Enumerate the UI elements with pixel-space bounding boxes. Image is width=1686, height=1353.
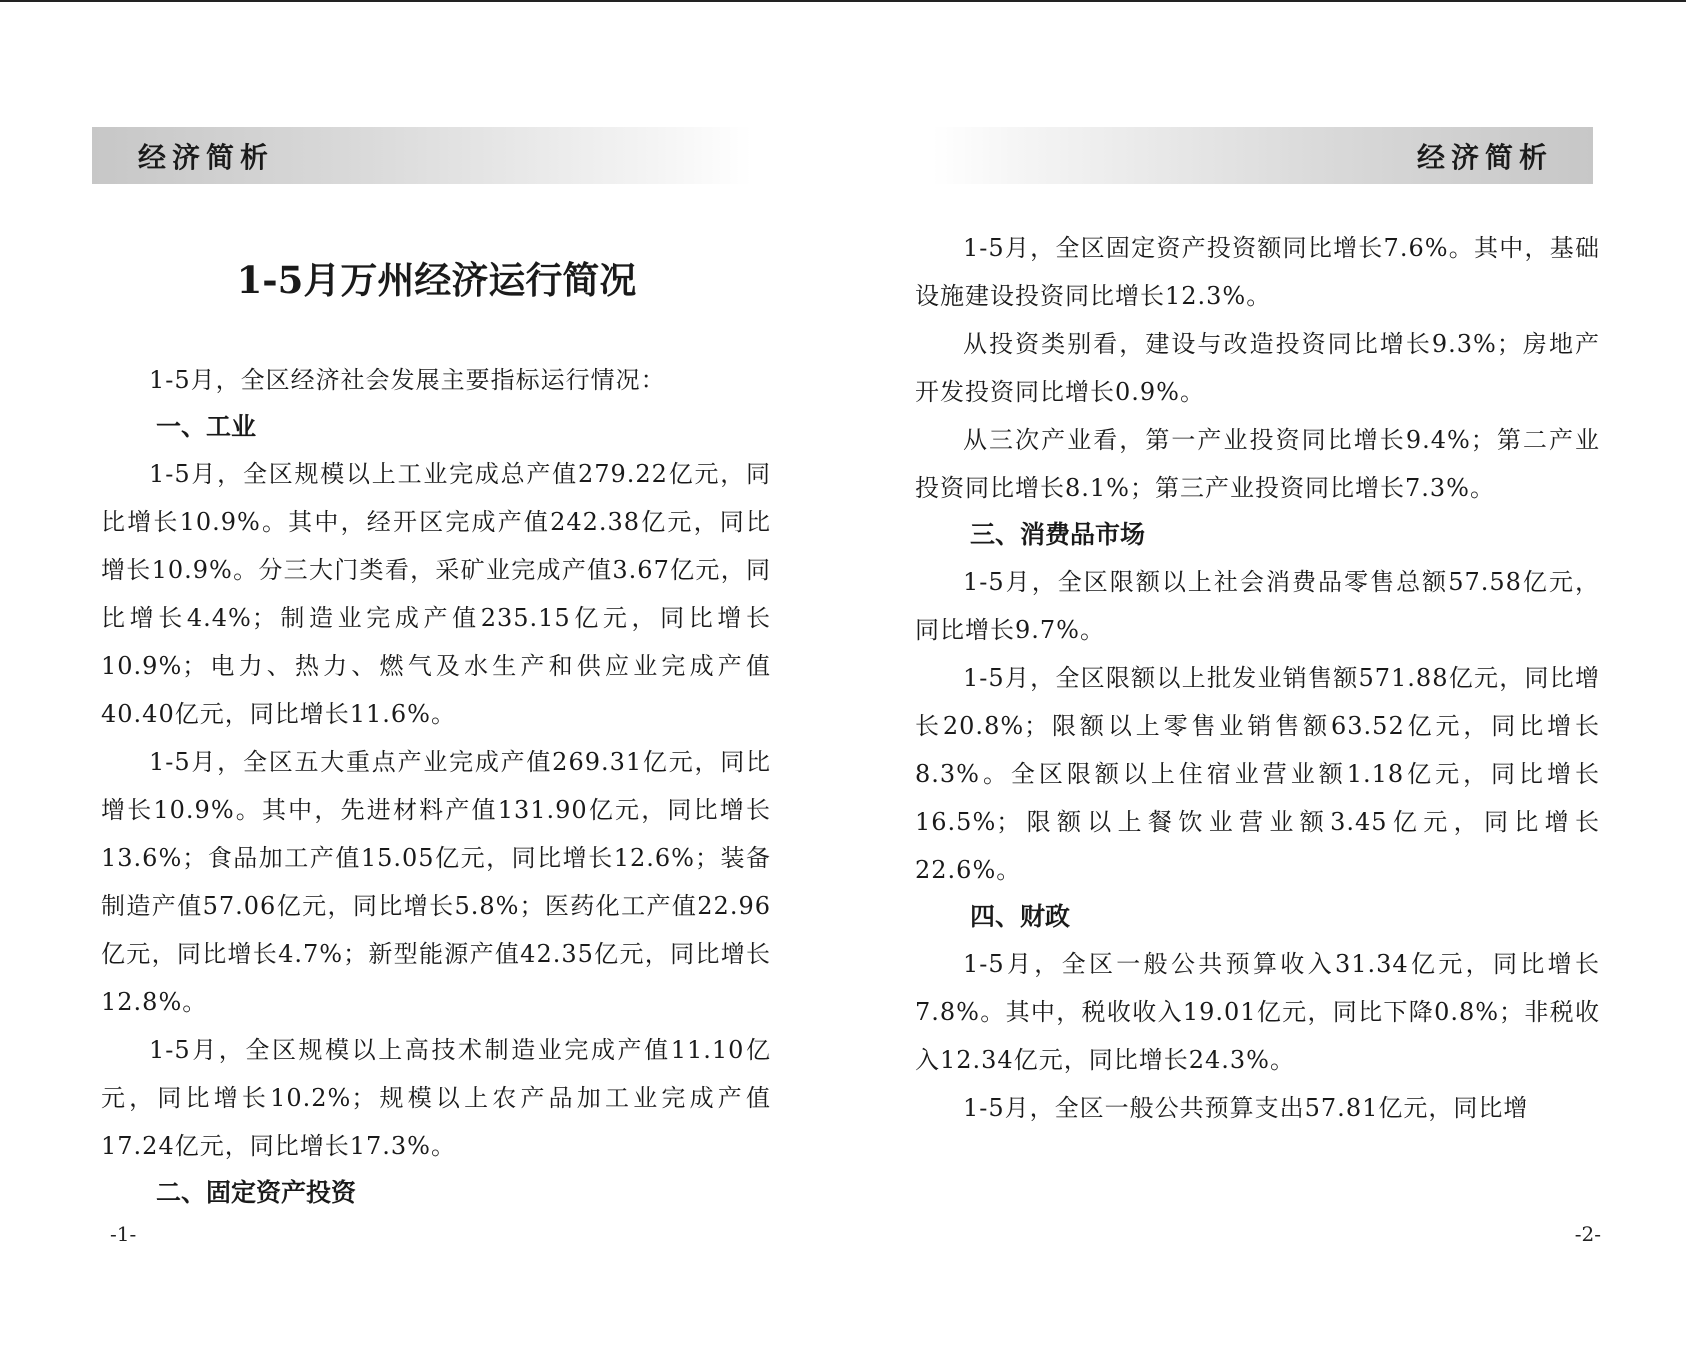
right-header-text: 经济简析 <box>1416 140 1553 174</box>
finance-paragraph-2: 1-5月，全区一般公共预算支出57.81亿元，同比增 <box>963 1094 1529 1122</box>
right-page-number: -2- <box>1574 1222 1601 1246</box>
section-finance-heading: 四、财政 <box>970 902 1071 931</box>
industry-paragraph-2: 1-5月，全区五大重点产业完成产值269.31亿元，同比增长10.9%。其中，先进材料产值131.90亿元，同比增长13.6%；食品加工产值15.05亿元，同比增长12.6%；装备制造产值57.06亿元，同比增长5.8%；医药化工产值22.96亿元，同比增长4.7%；新型能源产值42.35亿元，同比增长12.8%。 <box>101 748 771 1016</box>
investment-paragraph-1: 1-5月，全区固定资产投资额同比增长7.6%。其中，基础设施建设投资同比增长12.3%。 <box>915 234 1600 310</box>
right-page <box>843 0 1686 1353</box>
left-header-bar <box>92 127 752 184</box>
investment-paragraph-3: 从三次产业看，第一产业投资同比增长9.4%；第二产业投资同比增长8.1%；第三产业投资同比增长7.3%。 <box>915 426 1600 502</box>
industry-paragraph-3: 1-5月，全区规模以上高技术制造业完成产值11.10亿元，同比增长10.2%；规模以上农产品加工业完成产值17.24亿元，同比增长17.3%。 <box>101 1036 771 1160</box>
consumer-paragraph-1: 1-5月，全区限额以上社会消费品零售总额57.58亿元，同比增长9.7%。 <box>915 568 1600 644</box>
industry-paragraph-1: 1-5月，全区规模以上工业完成总产值279.22亿元，同比增长10.9%。其中，经开区完成产值242.38亿元，同比增长10.9%。分三大门类看，采矿业完成产值3.67亿元，同比增长4.4%；制造业完成产值235.15亿元，同比增长10.9%；电力、热力、燃气及水生产和供应业完成产值40.40亿元，同比增长11.6%。 <box>101 460 771 728</box>
finance-paragraph-1: 1-5月，全区一般公共预算收入31.34亿元，同比增长7.8%。其中，税收收入19.01亿元，同比下降0.8%；非税收入12.34亿元，同比增长24.3%。 <box>915 950 1600 1074</box>
right-header-bar <box>932 127 1593 184</box>
article-title: 1-5月万州经济运行简况 <box>236 258 637 302</box>
right-body <box>915 224 1600 1132</box>
investment-paragraph-2: 从投资类别看，建设与改造投资同比增长9.3%；房地产开发投资同比增长0.9%。 <box>915 330 1600 406</box>
consumer-paragraph-2: 1-5月，全区限额以上批发业销售额571.88亿元，同比增长20.8%；限额以上零售业销售额63.52亿元，同比增长8.3%。全区限额以上住宿业营业额1.18亿元，同比增长16.5%；限额以上餐饮业营业额3.45亿元，同比增长22.6%。 <box>915 664 1600 884</box>
section-consumer-heading: 三、消费品市场 <box>970 520 1146 549</box>
left-page-number: -1- <box>110 1222 137 1246</box>
section-industry-heading: 一、工业 <box>156 412 257 441</box>
left-header-text: 经济简析 <box>138 140 275 174</box>
left-body <box>101 356 771 1216</box>
intro-paragraph: 1-5月，全区经济社会发展主要指标运行情况： <box>149 366 666 394</box>
section-investment-heading: 二、固定资产投资 <box>156 1178 357 1207</box>
